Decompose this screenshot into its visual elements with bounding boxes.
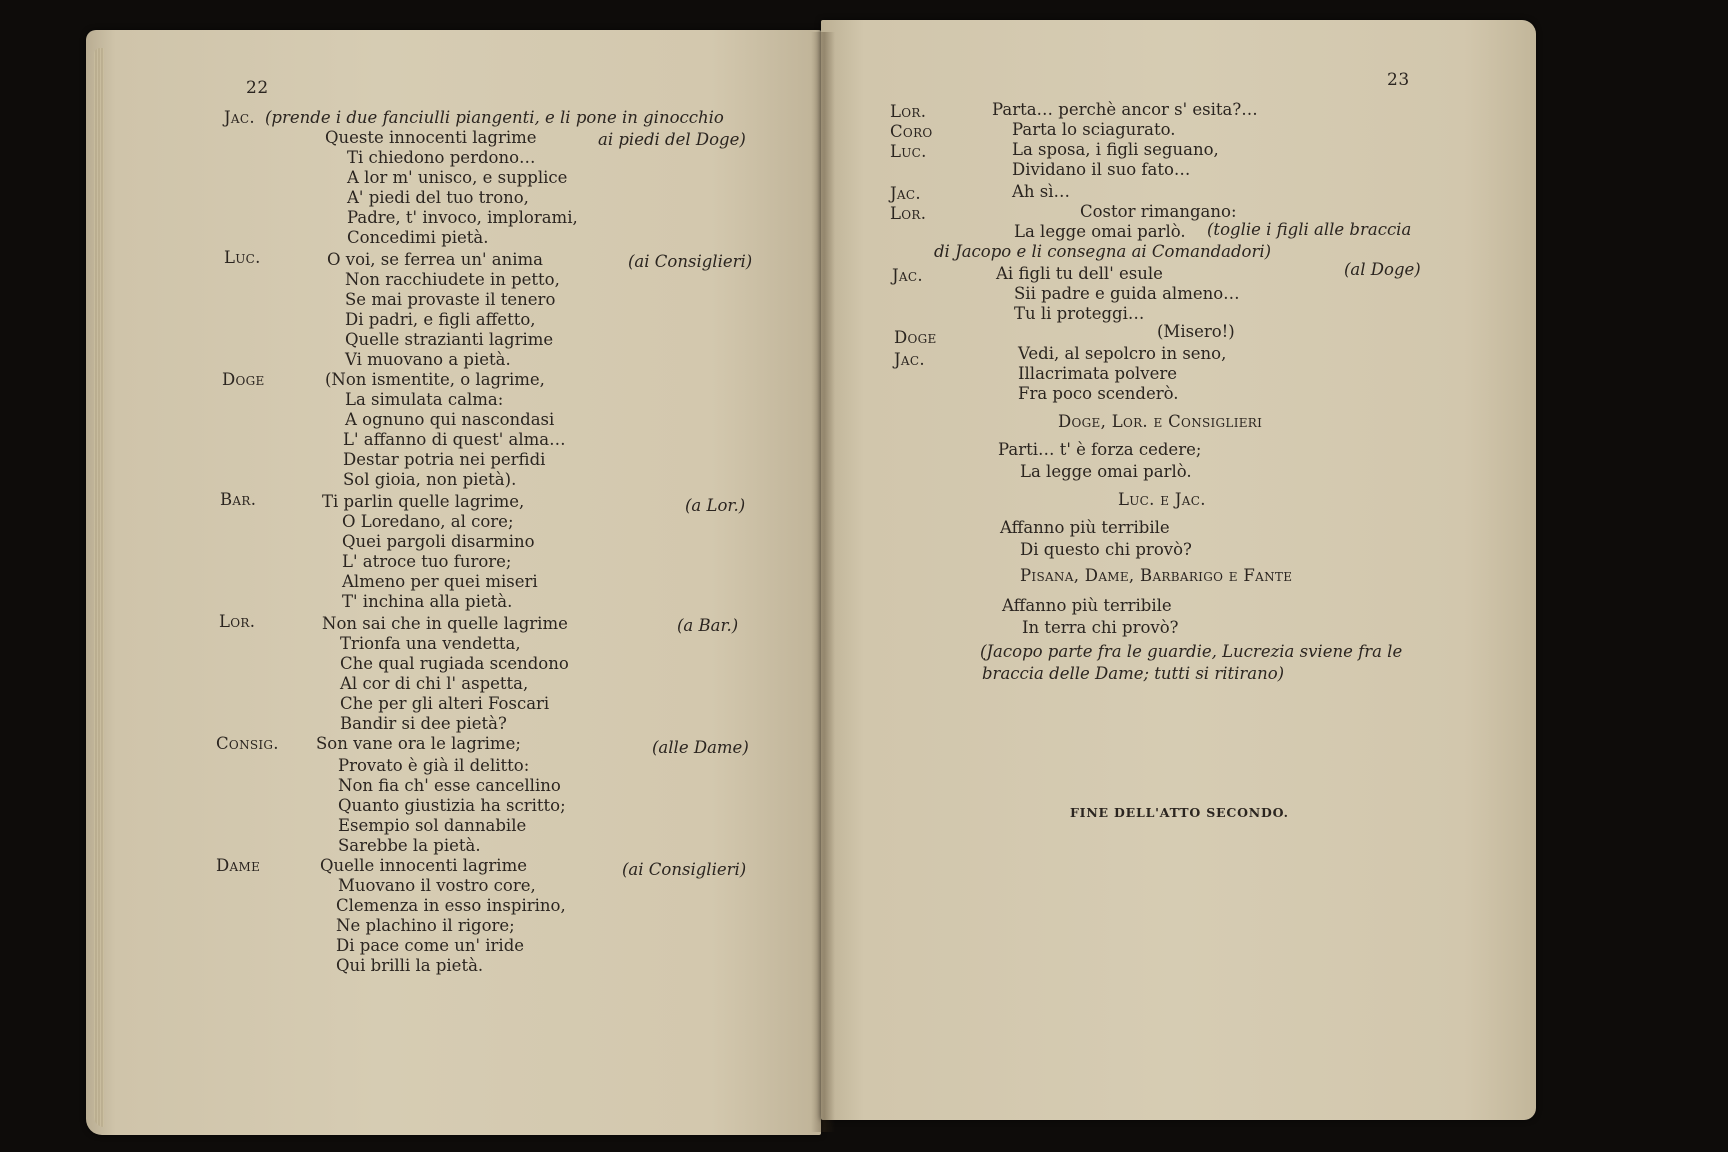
left-text-line: Quelle innocenti lagrime	[320, 856, 527, 875]
left-text-line: L' affanno di quest' alma…	[343, 430, 566, 449]
right-text-line: Pisana, Dame, Barbarigo e Fante	[1020, 566, 1293, 585]
left-text-line: Son vane ora le lagrime;	[316, 734, 521, 753]
left-text-line: A' piedi del tuo trono,	[347, 188, 529, 207]
right-text-line: Doge	[894, 328, 937, 347]
right-text-line: Ai figli tu dell' esule	[996, 264, 1163, 283]
right-text-line: (toglie i figli alle braccia	[1207, 220, 1412, 239]
left-text-line: A ognuno qui nascondasi	[345, 410, 555, 429]
left-text-line: Muovano il vostro core,	[338, 876, 536, 895]
right-text-line: Ah sì…	[1012, 182, 1071, 201]
left-text-line: Queste innocenti lagrime	[325, 128, 537, 147]
right-text-line: Luc. e Jac.	[1118, 490, 1206, 509]
left-text-line: Quanto giustizia ha scritto;	[338, 796, 566, 815]
left-text-line: Che per gli alteri Foscari	[340, 694, 550, 713]
left-text-line: (ai Consiglieri)	[628, 252, 753, 271]
left-text-line: Sol gioia, non pietà).	[343, 470, 517, 489]
left-text-line: O Loredano, al core;	[342, 512, 514, 531]
right-text-line: (al Doge)	[1344, 260, 1421, 279]
left-text-line: Non racchiudete in petto,	[345, 270, 560, 289]
right-text-line: In terra chi provò?	[1022, 618, 1179, 637]
left-text-line: Doge	[222, 370, 265, 389]
left-text-line: (a Bar.)	[677, 616, 739, 635]
right-text-line: Costor rimangano:	[1080, 202, 1237, 221]
left-text-line: Non fia ch' esse cancellino	[338, 776, 561, 795]
right-page-number: 23	[1387, 70, 1410, 90]
left-text-line: A lor m' unisco, e supplice	[347, 168, 568, 187]
left-text-line: Di padri, e figli affetto,	[345, 310, 536, 329]
right-text-line: Sii padre e guida almeno…	[1014, 284, 1240, 303]
left-text-line: Consig.	[216, 734, 279, 753]
right-text-line: Parta… perchè ancor s' esita?…	[992, 100, 1258, 119]
left-text-line: Provato è già il delitto:	[338, 756, 530, 775]
left-text-line: Vi muovano a pietà.	[345, 350, 511, 369]
open-book	[86, 20, 1536, 1135]
left-text-line: Al cor di chi l' aspetta,	[340, 674, 529, 693]
left-text-line: T' inchina alla pietà.	[342, 592, 513, 611]
left-text-line: (a Lor.)	[685, 496, 746, 515]
left-text-line: (Non ismentite, o lagrime,	[325, 370, 545, 389]
left-text-line: Quei pargoli disarmino	[342, 532, 535, 551]
left-text-line: (ai Consiglieri)	[622, 860, 747, 879]
right-text-line: Parti… t' è forza cedere;	[998, 440, 1202, 459]
left-text-line: Ti parlin quelle lagrime,	[322, 492, 525, 511]
left-page-number: 22	[246, 78, 269, 98]
left-text-line: (prende i due fanciulli piangenti, e li pone in ginocchio	[265, 108, 724, 127]
right-text-line: Luc.	[890, 142, 927, 161]
left-text-line: Esempio sol dannabile	[338, 816, 527, 835]
right-text-line: Fra poco scenderò.	[1018, 384, 1179, 403]
right-text-line: FINE DELL'ATTO SECONDO.	[1070, 805, 1289, 820]
left-text-line: Qui brilli la pietà.	[336, 956, 484, 975]
left-text-line: Lor.	[219, 612, 256, 631]
right-text-line: Illacrimata polvere	[1018, 364, 1178, 383]
left-text-line: Dame	[216, 856, 261, 875]
right-text-line: Jac.	[890, 184, 921, 203]
book-gutter	[811, 32, 835, 1132]
left-text-line: Destar potria nei perfidi	[343, 450, 546, 469]
right-text-line: Dividano il suo fato…	[1012, 160, 1191, 179]
right-text-line: La sposa, i figli seguano,	[1012, 140, 1219, 159]
left-text-line: Padre, t' invoco, implorami,	[347, 208, 578, 227]
left-text-line: Luc.	[224, 248, 261, 267]
right-text-line: Coro	[890, 122, 933, 141]
left-text-line: Concedimi pietà.	[347, 228, 489, 247]
left-text-line: Non sai che in quelle lagrime	[322, 614, 568, 633]
right-text-line: (Jacopo parte fra le guardie, Lucrezia sviene fra le	[980, 642, 1403, 661]
right-text-line: braccia delle Dame; tutti si ritirano)	[982, 664, 1285, 683]
left-text-line: ai piedi del Doge)	[598, 130, 746, 149]
right-text-line: La legge omai parlò.	[1020, 462, 1192, 481]
left-text-line: Trionfa una vendetta,	[340, 634, 521, 653]
right-text-line: Affanno più terribile	[1000, 518, 1170, 537]
left-text-line: La simulata calma:	[345, 390, 504, 409]
right-text-line: Tu li proteggi…	[1014, 304, 1145, 323]
left-text-line: Che qual rugiada scendono	[340, 654, 569, 673]
right-text-line: Di questo chi provò?	[1020, 540, 1192, 559]
left-text-line: Clemenza in esso inspirino,	[336, 896, 566, 915]
right-text-line: (Misero!)	[1157, 322, 1235, 341]
right-text-line: Doge, Lor. e Consiglieri	[1058, 412, 1263, 431]
right-text-line: Affanno più terribile	[1002, 596, 1172, 615]
left-text-line: Jac.	[224, 108, 255, 127]
left-text-line: O voi, se ferrea un' anima	[327, 250, 544, 269]
left-text-line: Ti chiedono perdono…	[347, 148, 536, 167]
left-text-line: (alle Dame)	[652, 738, 749, 757]
left-text-line: Se mai provaste il tenero	[345, 290, 556, 309]
left-text-line: Ne plachino il rigore;	[336, 916, 515, 935]
left-text-line: Bar.	[220, 490, 257, 509]
right-text-line: di Jacopo e li consegna ai Comandadori)	[934, 242, 1272, 261]
right-text-line: Jac.	[894, 350, 925, 369]
left-text-line: Almeno per quei miseri	[342, 572, 538, 591]
left-text-line: Sarebbe la pietà.	[338, 836, 481, 855]
right-text-line: Jac.	[892, 266, 923, 285]
right-text-line: La legge omai parlò.	[1014, 222, 1186, 241]
right-text-line: Vedi, al sepolcro in seno,	[1018, 344, 1227, 363]
right-text-line: Parta lo sciagurato.	[1012, 120, 1176, 139]
left-text-line: Di pace come un' iride	[336, 936, 525, 955]
right-text-line: Lor.	[890, 204, 927, 223]
left-text-line: Quelle strazianti lagrime	[345, 330, 554, 349]
left-text-line: L' atroce tuo furore;	[342, 552, 512, 571]
left-text-line: Bandir si dee pietà?	[340, 714, 507, 733]
right-text-line: Lor.	[890, 102, 927, 121]
